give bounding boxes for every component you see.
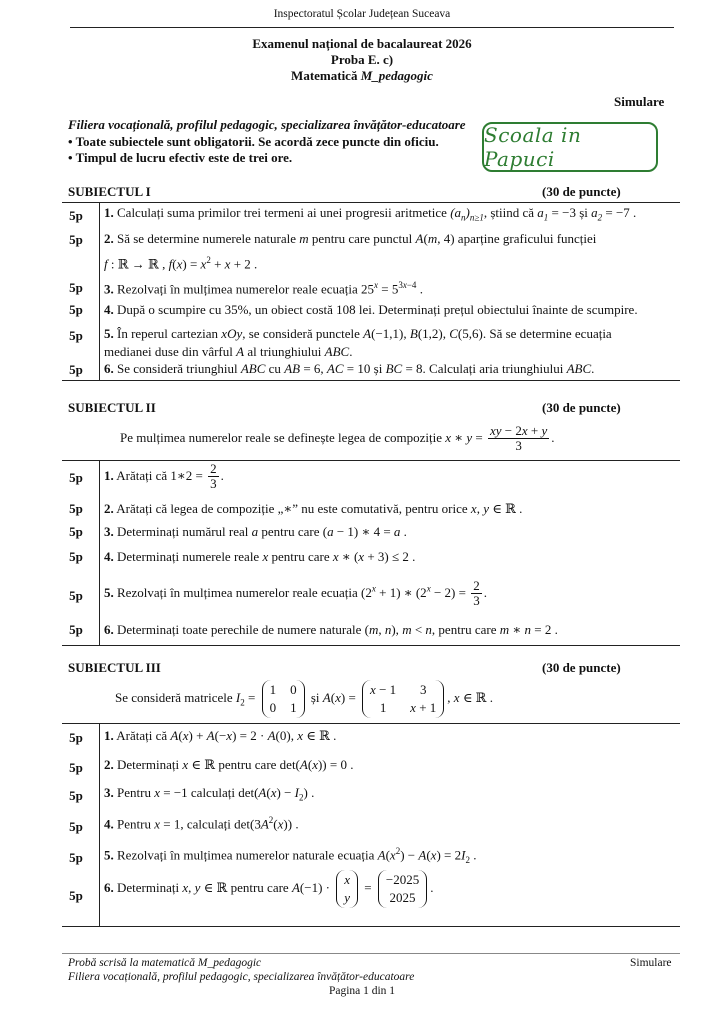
s3-item5-points: 5p: [69, 850, 83, 865]
s2-item5: 5. Rezolvați în mulțimea numerelor reale ecuația $(2^x + 1)$ ∗ $(2^x - 2)$ = $\frac{2}{3}$ .: [104, 578, 487, 609]
s3-item1: 1. Arătați că A(x) + A(−x) = 2 · A(0), x ∈ ℝ .: [104, 728, 337, 743]
s2-item6: 6. Determinați toate perechile de numere naturale (m, n), m < n, pentru care m ∗ n = 2 .: [104, 622, 558, 637]
footer-line1: Probă scrisă la matematică M_pedagogic: [68, 957, 262, 969]
s2-item1-points: 5p: [69, 470, 83, 485]
s3-item5: 5. Rezolvați în mulțimea numerelor naturale ecuația $A(x^2) - A(x) = 2I_2$ .: [104, 846, 477, 865]
rule-mandatory: • Toate subiectele sunt obligatorii. Se acordă zece puncte din oficiu.: [68, 134, 439, 149]
s2-item6-points: 5p: [69, 622, 83, 637]
s1-item5-points: 5p: [69, 328, 83, 343]
s3-points: (30 de puncte): [542, 660, 621, 675]
s1-item5: 5. În reperul cartezian xOy, se consideră punctele A(−1,1), B(1,2), C(5,6). Să se determine ecuația: [104, 326, 612, 341]
s3-item2-points: 5p: [69, 760, 83, 775]
footer-rule: [62, 953, 680, 954]
exam-proba: Proba E. c): [330, 52, 394, 67]
s3-item6-points: 5p: [69, 888, 83, 903]
s2-item1: 1. Arătați că 1∗2 = $\frac{2}{3}$ .: [104, 461, 224, 492]
s2-item5-points: 5p: [69, 588, 83, 603]
mode-label: Simulare: [614, 94, 665, 109]
s1-item4-points: 5p: [69, 302, 83, 317]
s2-column-divider: [99, 460, 100, 645]
s3-intro: Se consideră matricele $I_2$ = 1 0 0 1 și A(x) = x − 1 3 1 x + 1 , x ∈ ℝ .: [115, 680, 493, 718]
s2-item4: 4. Determinați numerele reale x pentru care x ∗ (x + 3) ≤ 2 .: [104, 549, 416, 564]
s1-item4: 4. După o scumpire cu 35%, un obiect costă 108 lei. Determinați prețul obiectului înainte de scumpire.: [104, 302, 638, 317]
s3-rule-bottom: [62, 926, 680, 927]
s1-item1: 1. Calculați suma primilor trei termeni ai unei progresii aritmetice $(a_n)_{n\ge 1}$, știind că $a_1 = -3$ și $a_2 = -7$ .: [104, 205, 637, 223]
s3-item3-points: 5p: [69, 788, 83, 803]
s2-intro: Pe mulțimea numerelor reale se definește legea de compoziție x ∗ y = $\frac{xy - 2x + y}{3}$ .: [120, 423, 555, 454]
exam-title: Examenul național de bacalaureat 2026: [252, 36, 472, 51]
s3-title: SUBIECTUL III: [68, 660, 161, 675]
exam-subject: Matematică M_pedagogic: [291, 68, 433, 83]
header-rule: [70, 27, 674, 28]
filiera-text: Filiera vocațională, profilul pedagogic, specializarea învățător-educatoare: [68, 117, 466, 132]
s1-column-divider: [99, 202, 100, 380]
s2-rule-top: [62, 460, 680, 461]
rule-time: • Timpul de lucru efectiv este de trei ore.: [68, 150, 293, 165]
s1-item5-cont: medianei duse din vârful A al triunghiului ABC.: [104, 344, 353, 359]
inspectorate-header: Inspectoratul Școlar Județean Suceava: [273, 8, 451, 20]
s1-item1-points: 5p: [69, 208, 83, 223]
s2-item2-points: 5p: [69, 501, 83, 516]
s2-item3-points: 5p: [69, 524, 83, 539]
s3-item6: 6. Determinați x, y ∈ ℝ pentru care A(−1) · x y = −2025 2025 .: [104, 870, 716, 908]
page-number: Pagina 1 din 1: [328, 985, 396, 997]
s2-rule-bottom: [62, 645, 680, 646]
s1-points: (30 de puncte): [542, 184, 621, 199]
s1-item2-points: 5p: [69, 232, 83, 247]
s3-rule-top: [62, 723, 680, 724]
footer-line2: Filiera vocațională, profilul pedagogic, specializarea învățător-educatoare: [68, 971, 415, 983]
s3-item2: 2. Determinați x ∈ ℝ pentru care det(A(x)) = 0 .: [104, 757, 354, 772]
s3-item3: 3. Pentru x = −1 calculați $\det(A(x) - I_2)$ .: [104, 785, 315, 803]
s1-title: SUBIECTUL I: [68, 184, 151, 199]
s3-item4: 4. Pentru x = 1, calculați $\det(3A^2(x))$ .: [104, 815, 299, 832]
s2-item3: 3. Determinați numărul real a pentru care (a − 1) ∗ 4 = a .: [104, 524, 407, 539]
s1-rule-top: [62, 202, 680, 203]
scoala-in-papuci-stamp: Scoala in Papuci: [482, 122, 658, 172]
s2-item4-points: 5p: [69, 549, 83, 564]
s2-item2: 2. Arătați că legea de compoziție „∗” nu este comutativă, pentru orice x, y ∈ ℝ .: [104, 501, 523, 516]
s1-item6-points: 5p: [69, 362, 83, 377]
s1-rule-bottom: [62, 380, 680, 381]
s1-item3-points: 5p: [69, 280, 83, 295]
s3-item4-points: 5p: [69, 819, 83, 834]
s1-item2: 2. Să se determine numerele naturale m pentru care punctul A(m, 4) aparține graficului funcției: [104, 231, 597, 246]
s2-points: (30 de puncte): [542, 400, 621, 415]
s3-column-divider: [99, 723, 100, 926]
s1-item2-function: f : ℝ → ℝ , $f(x) = x^2 + x + 2$ .: [104, 255, 258, 272]
s2-title: SUBIECTUL II: [68, 400, 156, 415]
footer-mode: Simulare: [630, 957, 672, 969]
s1-item6: 6. Se consideră triunghiul ABC cu AB = 6, AC = 10 și BC = 8. Calculați aria triunghiului ABC.: [104, 361, 595, 376]
s3-item1-points: 5p: [69, 730, 83, 745]
s1-item3: 3. Rezolvați în mulțimea numerelor reale ecuația $25^x = 5^{3x-4}$ .: [104, 280, 423, 297]
